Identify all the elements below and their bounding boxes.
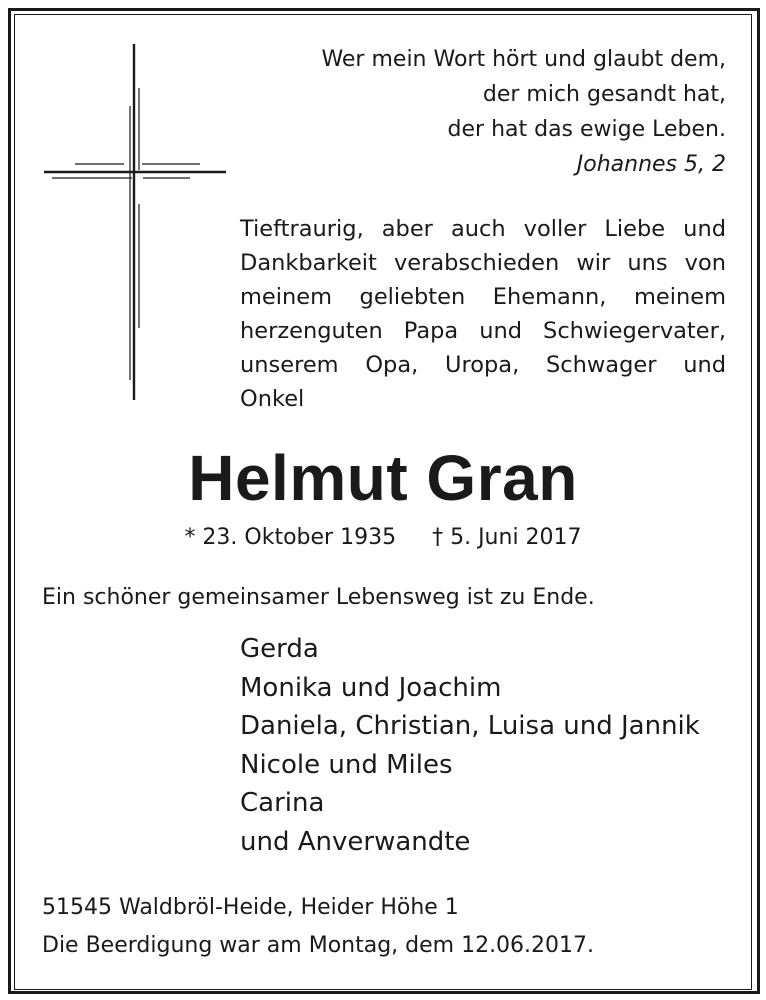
family-member: Daniela, Christian, Luisa und Jannik (240, 711, 700, 741)
verse-line: der hat das ewige Leben. (447, 117, 726, 142)
death-date: † 5. Juni 2017 (432, 525, 582, 550)
closing-sentence: Ein schöner gemeinsamer Lebensweg ist zu Ende. (42, 585, 595, 610)
address: 51545 Waldbröl-Heide, Heider Höhe 1 (42, 895, 459, 920)
verse-reference: Johannes 5, 2 (576, 152, 726, 177)
intro-line: Onkel (240, 386, 305, 412)
cross-icon (44, 44, 228, 400)
family-member: Gerda (240, 634, 319, 664)
birth-date: * 23. Oktober 1935 (184, 525, 397, 550)
intro-line: herzenguten Papa und Schwiegervater, (240, 318, 726, 344)
deceased-name: Helmut Gran (188, 442, 578, 514)
family-member: und Anverwandte (240, 826, 471, 857)
family-member: Monika und Joachim (240, 672, 502, 703)
verse-line: Wer mein Wort hört und glaubt dem, (321, 47, 726, 72)
intro-line: Dankbarkeit verabschieden wir uns von (240, 250, 726, 276)
verse-line: der mich gesandt hat, (482, 82, 726, 107)
intro-line: unserem Opa, Uropa, Schwager und (240, 352, 726, 378)
intro-paragraph (240, 212, 726, 416)
life-dates (0, 522, 766, 554)
intro-line: meinem geliebten Ehemann, meinem (240, 284, 726, 310)
family-list (240, 630, 700, 861)
burial-note: Die Beerdigung war am Montag, dem 12.06.2017. (42, 933, 595, 958)
bible-verse (266, 42, 726, 182)
family-member: Nicole und Miles (240, 749, 453, 780)
family-member: Carina (240, 788, 325, 818)
intro-line: Tieftraurig, aber auch voller Liebe und (240, 216, 726, 242)
